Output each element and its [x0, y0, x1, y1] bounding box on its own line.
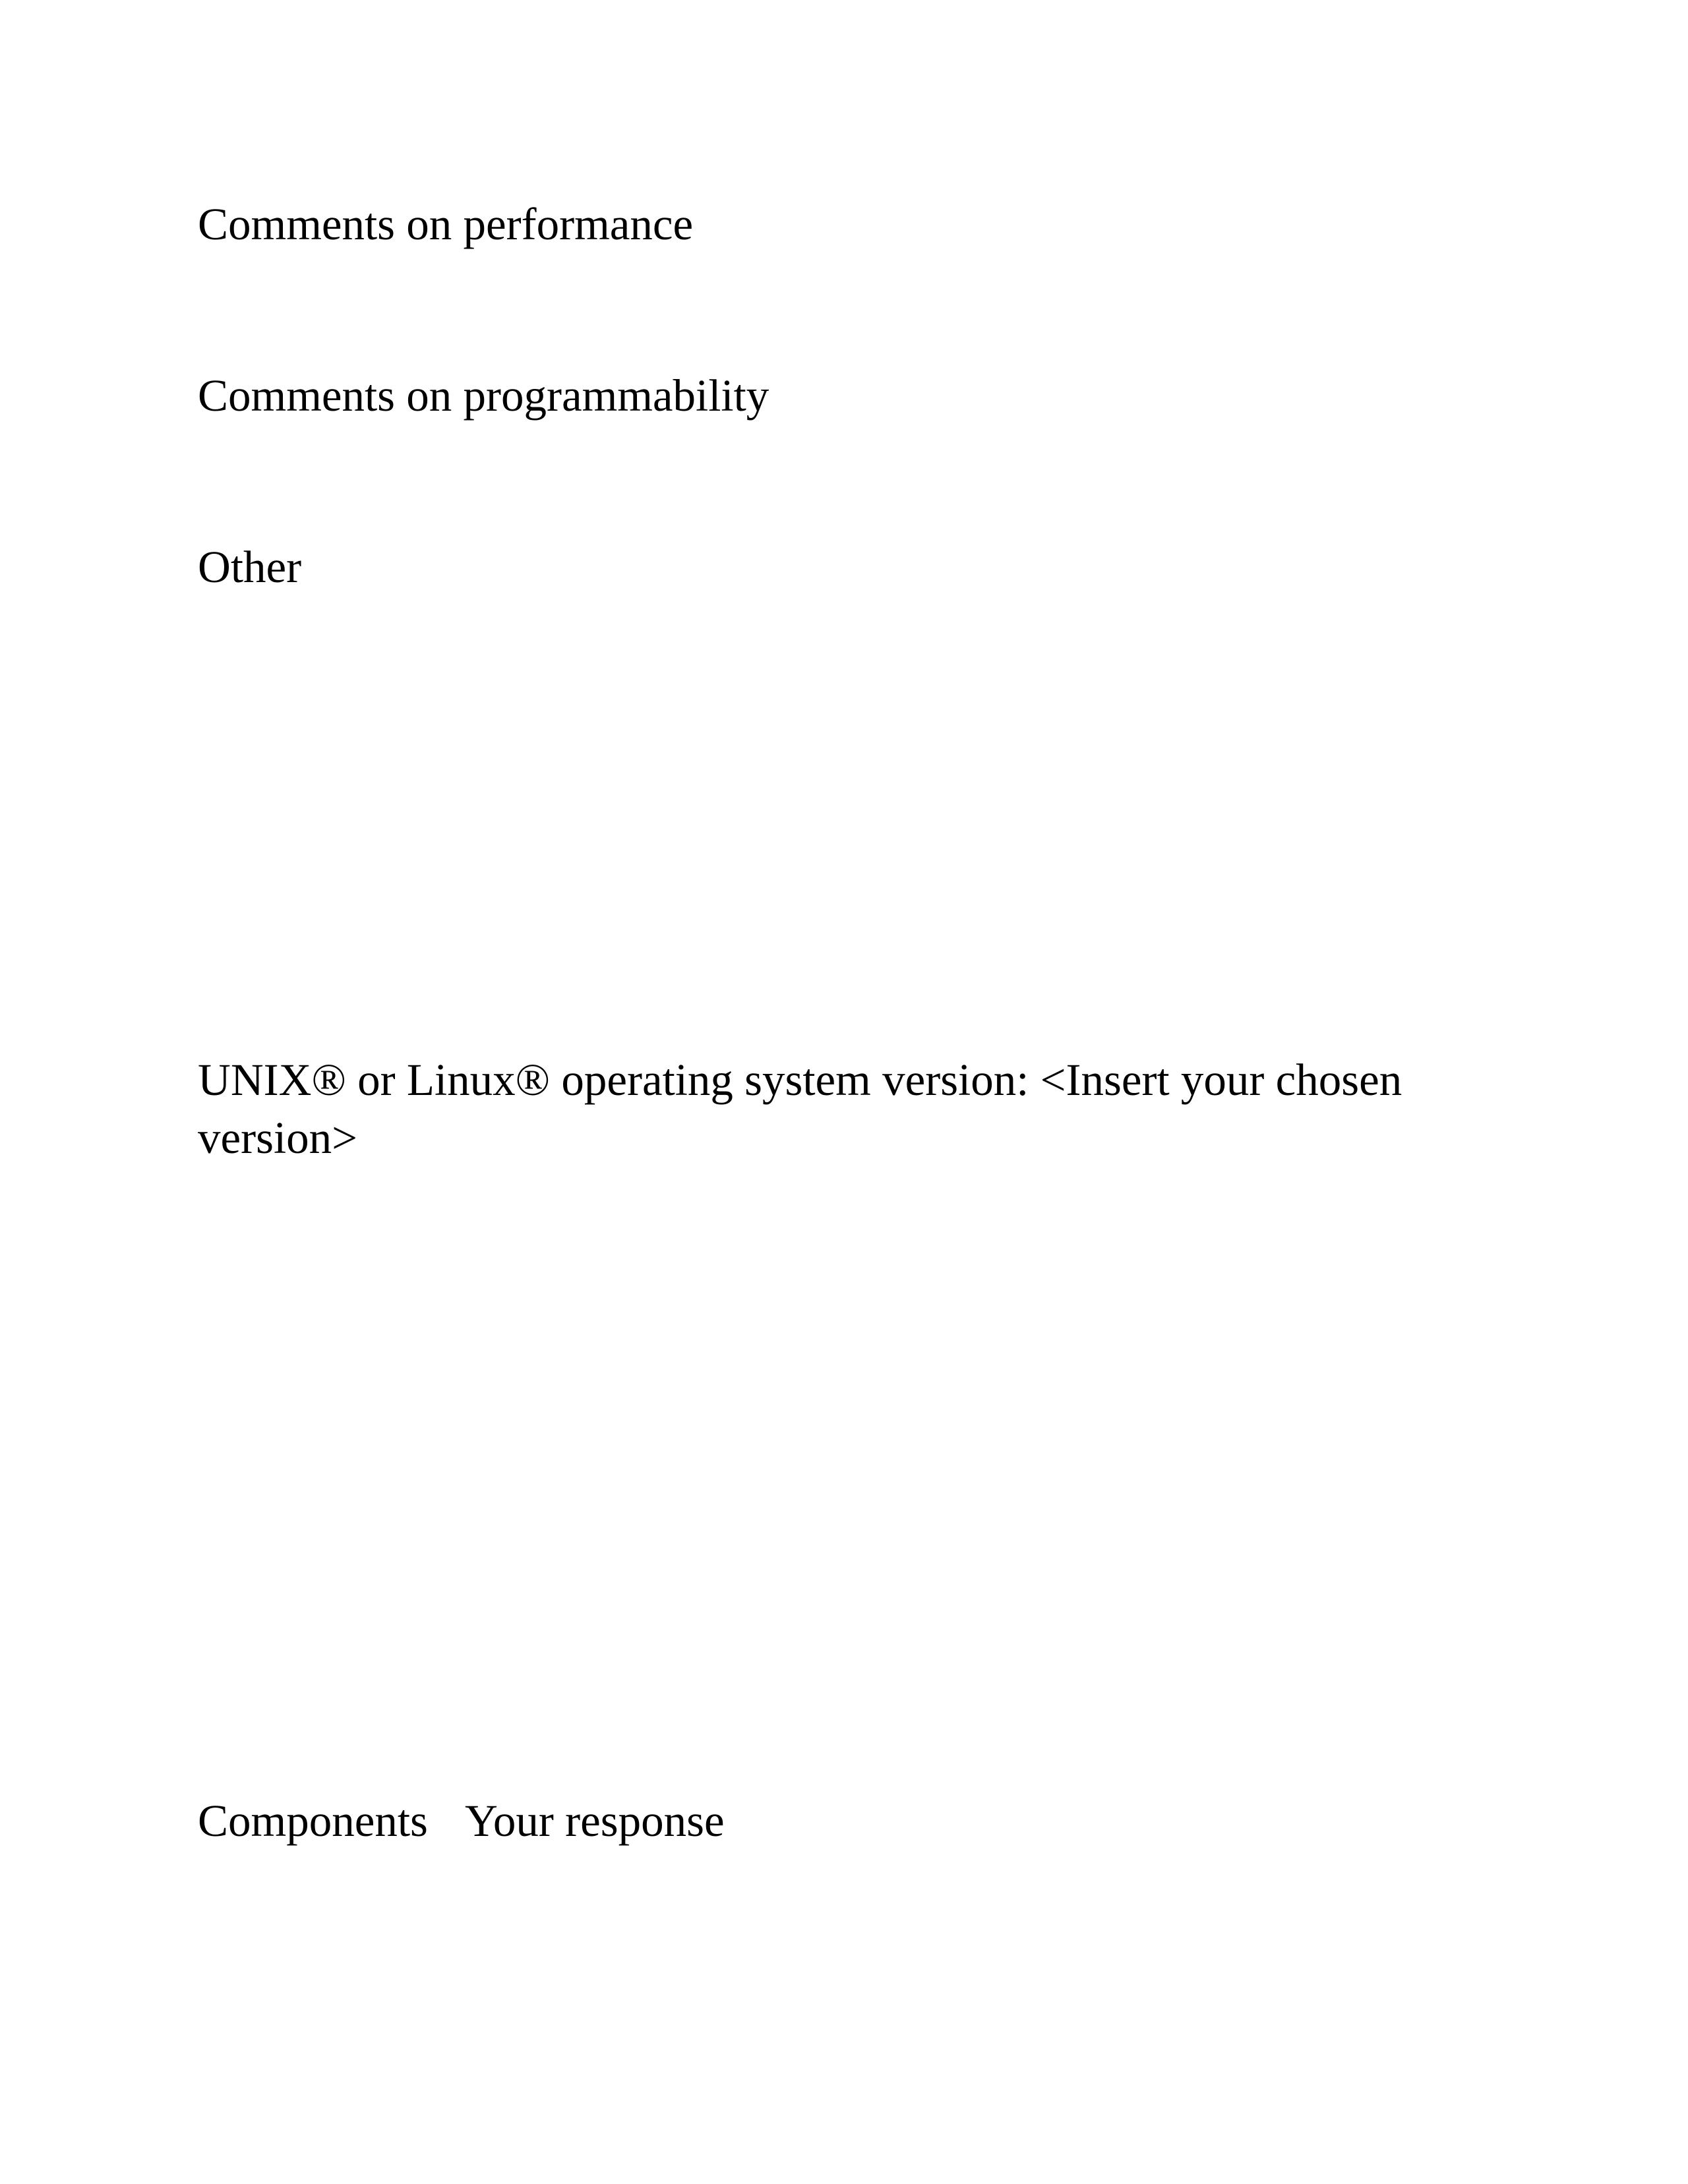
comments-performance-label: Comments on performance [198, 199, 694, 249]
os-version-text: UNIX® or Linux® operating system version: <Insert your chosen version> [198, 1055, 1402, 1163]
other-label: Other [198, 542, 302, 592]
comments-programmability-label: Comments on programmability [198, 370, 769, 421]
your-response-header: Your response [465, 1796, 725, 1846]
components-header: Components [198, 1796, 428, 1846]
table-header-row [198, 1792, 725, 1850]
